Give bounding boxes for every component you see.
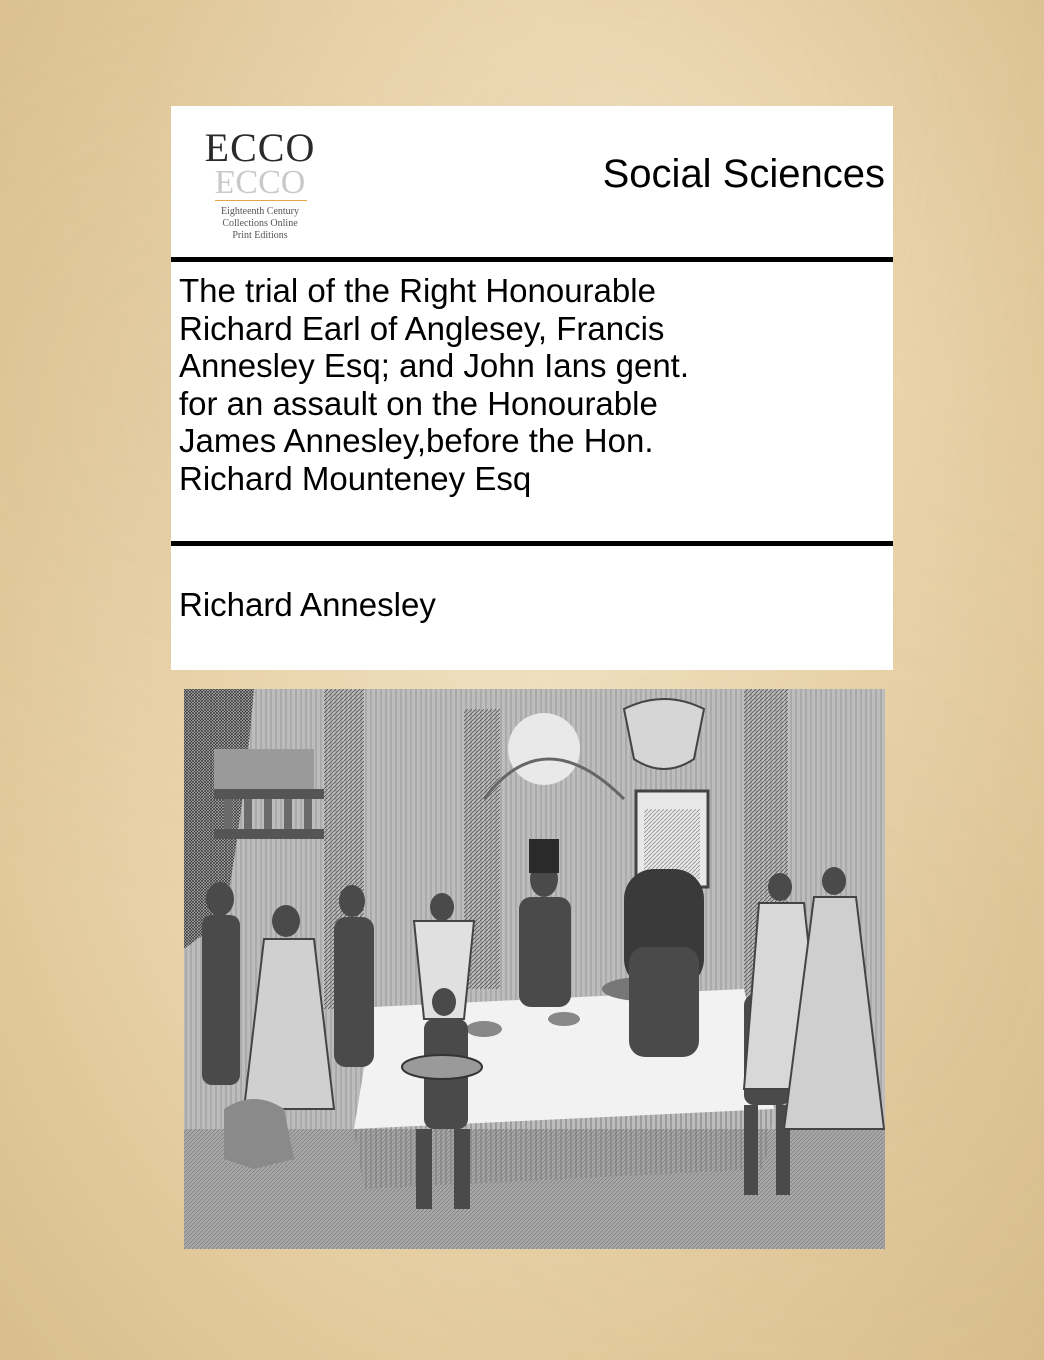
logo-caption-line: Eighteenth Century <box>220 206 300 217</box>
logo-caption-line: Collections Online <box>222 218 298 229</box>
top-divider <box>171 257 893 262</box>
author-name: Richard Annesley <box>179 586 436 623</box>
title-panel <box>171 106 893 670</box>
logo-caption <box>195 206 325 242</box>
title-line: Annesley Esq; and John Ians gent. <box>179 347 690 384</box>
title-line: for an assault on the Honourable <box>179 384 658 422</box>
title-line: Richard Mounteney Esq <box>179 459 532 497</box>
title-line: Richard Earl of Anglesey, Francis <box>179 309 665 347</box>
book-title <box>179 272 879 497</box>
logo-divider <box>215 200 307 201</box>
series-label: Social Sciences <box>602 152 885 196</box>
logo-caption-line: Print Editions <box>232 230 288 241</box>
title-line: The trial of the Right Honourable <box>179 272 656 309</box>
bottom-divider <box>171 541 893 546</box>
cover-engraving <box>184 689 885 1249</box>
ecco-logo <box>195 118 325 248</box>
logo-reflection: ECCO <box>214 163 306 200</box>
engraving-illustration <box>184 689 885 1249</box>
logo-wordmark: ECCO <box>204 125 316 170</box>
title-line: James Annesley,before the Hon. <box>179 422 654 459</box>
